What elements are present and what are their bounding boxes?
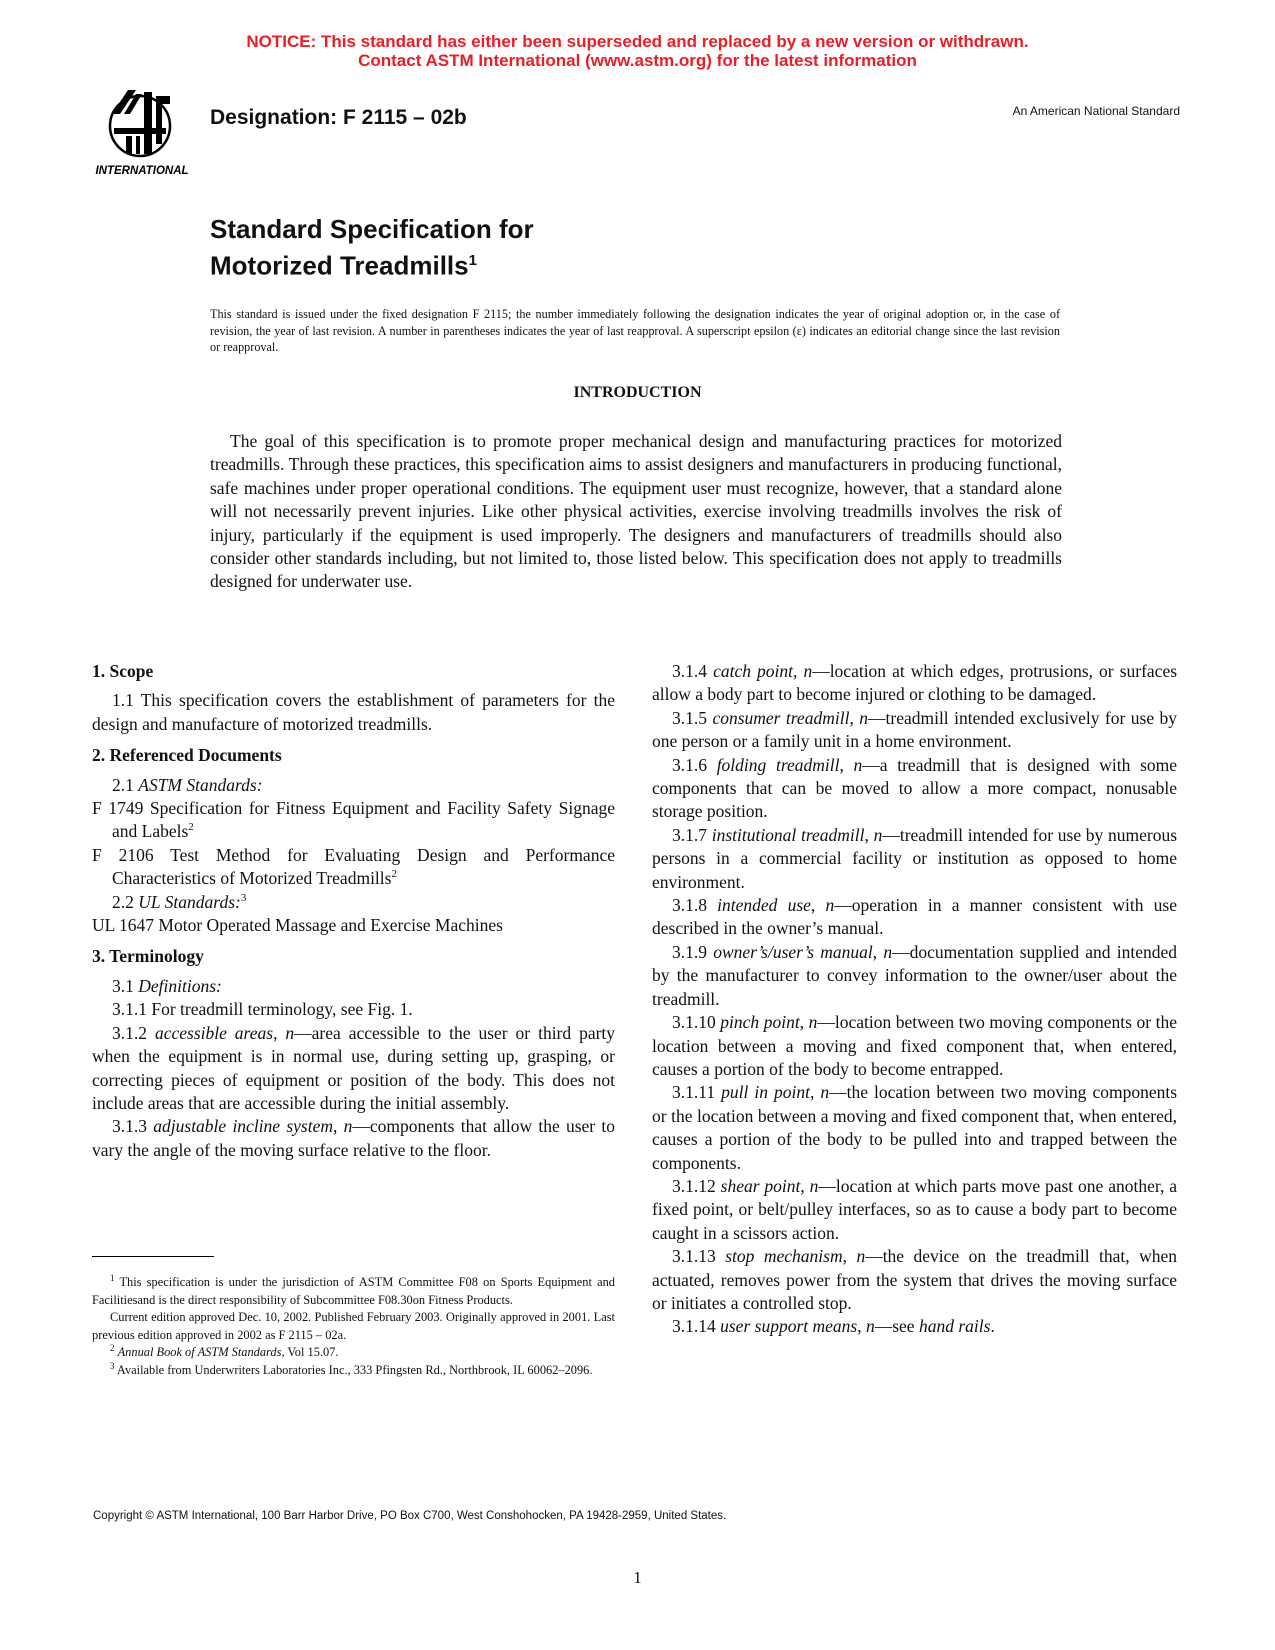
footnote-2: $^2$ Annual Book of ASTM Standards, Vol 15.07. [110,1342,339,1359]
definition-3-1-9: 3.1.9 owner’s/user’s manual, n—documentation supplied and intended by the manufacturer to convey information to the owner/user about the treadmill. [652,941,1177,1009]
definition-3-1-4: 3.1.4 catch point, n—location at which edges, protrusions, or surfaces allow a body part to become injured or clothing to be damaged. [652,661,1178,705]
definition-3-1-2: 3.1.2 accessible areas, n—area accessible to the user or third party when the equipment is in normal use, during setting up, grasping, or correcting pieces of equipment or position of the body. This does not include areas that are accessible during the initial assembly. [92,1022,616,1113]
paragraph-2-1: 2.1 ASTM Standards: [112,774,263,795]
definition-3-1-5: 3.1.5 consumer treadmill, n—treadmill intended exclusively for use by one person or a family unit in a home environment. [652,707,1178,752]
page-title [210,214,534,282]
definition-3-1-7: 3.1.7 institutional treadmill, n—treadmill intended for use by numerous persons in a commercial facility or institution as opposed to home environment. [652,824,1178,892]
title-footnote-ref[interactable]: 1 [468,252,477,269]
logo-text: INTERNATIONAL [95,165,189,177]
section-1-heading: 1. Scope [92,661,154,681]
definition-3-1-12: 3.1.12 shear point, n—location at which parts move past one another, a fixed point, or belt/pulley interfaces, so as to cause a body part to become caught in a scissors action. [652,1175,1178,1243]
section-3-heading: 3. Terminology [92,946,204,967]
footnote-3: $^3$ Available from Underwriters Laboratories Inc., 333 Pfingsten Rd., Northbrook, IL 60062–2096. [110,1360,593,1377]
cross-reference-link[interactable]: hand rails [918,1316,991,1337]
definition-3-1-14: 3.1.14 user support means, n—see hand rails. [672,1316,995,1337]
introduction-heading: INTRODUCTION [573,384,702,401]
reference-f2106: F 2106 Test Method for Evaluating Design and Performance Characteristics of Motorized Treadmills$^2$ [92,844,615,889]
astm-logo [90,84,200,184]
footnote-1-continued: Current edition approved Dec. 10, 2002. Published February 2003. Originally approved in 2001. Last previous edition approved in 2002 as F 2115 – 02a. [92,1310,615,1342]
definition-3-1-13: 3.1.13 stop mechanism, n—the device on the treadmill that, when actuated, removes power from the system that drives the moving surface or initiates a controlled stop. [652,1246,1178,1313]
introduction-text: The goal of this specification is to promote proper mechanical design and manufacturing practices for motorized treadmills. Through these practices, this specification aims to assist designers and manufacturers in producing functional, safe machines under proper operational conditions. The equipment user must recognize, however, that a standard alone will not necessarily prevent injuries. Like other physical activities, exercise involving treadmills involves the risk of injury, particularly if the equipment is used improperly. The designers and manufacturers of treadmills should also consider other standards including, but not limited to, those listed below. This specification does not apply to treadmills designed for underwater use. [210,431,1062,592]
footnote-divider [92,1256,214,1257]
left-column [92,660,615,1162]
footnote-ref-2b[interactable]: 2 [391,868,397,881]
notice-banner [0,32,1275,70]
footnote-ref-3[interactable]: 3 [240,891,247,904]
paragraph-3-1: 3.1 Definitions: [112,975,222,996]
definition-3-1-10: 3.1.10 pinch point, n—location between two moving components or the location between a moving and fixed component that, when entered, causes a portion of the body to become entrapped. [652,1012,1178,1079]
footnotes [92,1274,615,1379]
paragraph-1-1: 1.1 This specification covers the establishment of parameters for the design and manufacture of motorized treadmills. [92,690,615,734]
page-number: 1 [633,1568,642,1587]
notice-line-1: NOTICE: This standard has either been superseded and replaced by a new version or withdrawn. [246,32,1029,51]
reference-f1749: F 1749 Specification for Fitness Equipment and Facility Safety Signage and Labels$^2$ [92,798,615,842]
footnote-1: $^1$ This specification is under the jurisdiction of ASTM Committee F08 on Sports Equipment and Facilitiesand is the direct responsibility of Subcommittee F08.30on Fitness Products. [92,1272,616,1307]
definition-3-1-11: 3.1.11 pull in point, n—the location between two moving components or the location between a moving and fixed component that, when entered, causes a portion of the body to be pulled into and trapped between the components. [652,1082,1178,1173]
reference-ul1647: UL 1647 Motor Operated Massage and Exercise Machines [92,915,503,936]
right-column [652,660,1177,1339]
title-line-1: Standard Specification for [210,214,534,244]
national-standard-label: An American National Standard [1012,104,1180,118]
issuance-note: This standard is issued under the fixed designation F 2115; the number immediately following the designation indicates the year of original adoption or, in the case of revision, the year of last revision. A number in parentheses indicates the year of last reapproval. A superscript epsilon (ε) indicates an editorial change since the last revision or reapproval. [210,307,1060,354]
title-line-2: Motorized Treadmills [210,250,469,281]
copyright-notice: Copyright © ASTM International, 100 Barr Harbor Drive, PO Box C700, West Conshohocken, PA 19428-2959, United States. [93,1510,727,1522]
definition-3-1-8: 3.1.8 intended use, n—operation in a manner consistent with use described in the owner’s manual. [652,895,1177,939]
definition-3-1-3: 3.1.3 adjustable incline system, n—components that allow the user to vary the angle of the moving surface relative to the floor. [92,1116,616,1160]
footnote-ref-2[interactable]: 2 [188,821,194,834]
notice-line-2: Contact ASTM International (www.astm.org) for the latest information [358,51,917,70]
paragraph-3-1-1: 3.1.1 For treadmill terminology, see Fig. 1. [112,999,413,1020]
designation: Designation: F 2115 – 02b [210,106,467,129]
paragraph-2-2: 2.2 UL Standards:$^3$ [112,891,247,912]
definition-3-1-6: 3.1.6 folding treadmill, n—a treadmill that is designed with some components that can be moved to allow a more compact, nonusable storage position. [652,754,1178,822]
section-2-heading: 2. Referenced Documents [92,745,282,766]
